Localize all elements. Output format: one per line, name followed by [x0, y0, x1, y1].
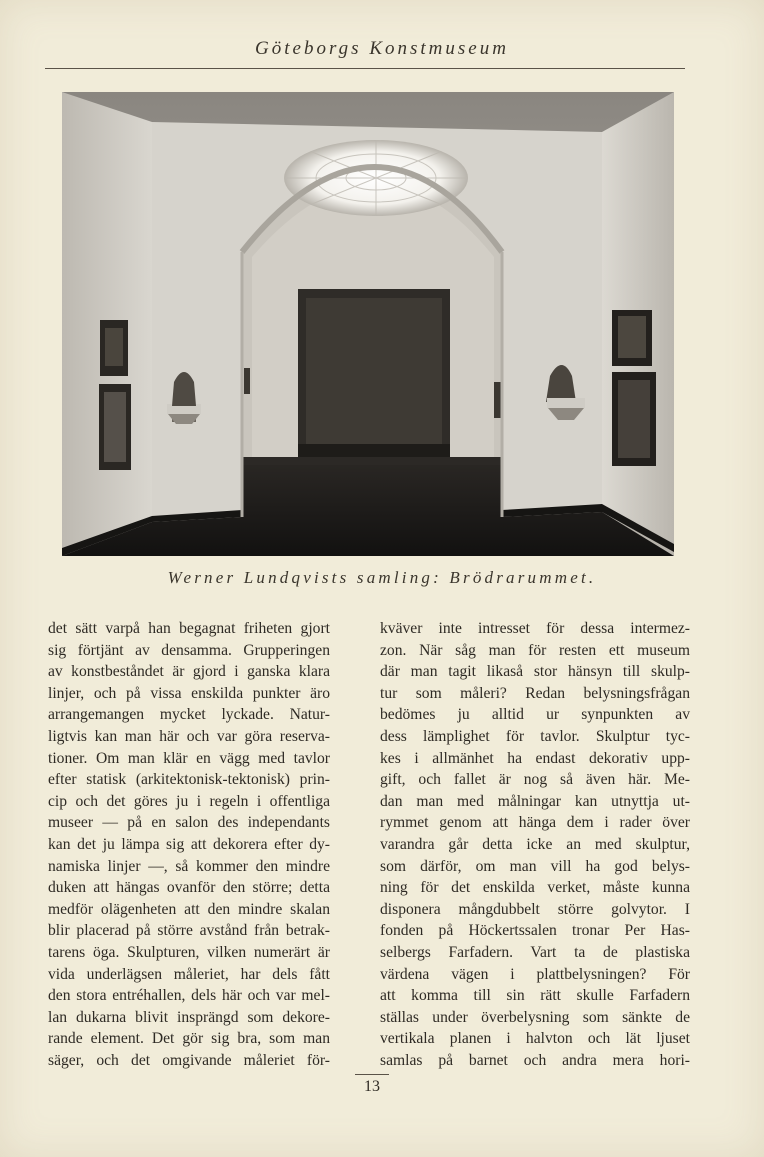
text-line: det sätt varpå han begagnat friheten gjort — [48, 620, 330, 637]
text-line: disponera mångdubbelt större golvytor. I — [380, 900, 690, 918]
text-column-right — [380, 618, 690, 1071]
text-line: medför olägenheten att den mindre skalan — [48, 900, 330, 918]
text-line: namiska linjer —, så kommer den mindre — [48, 857, 330, 875]
text-line: att komma till sin rätt skulle Farfadern — [380, 987, 690, 1005]
text-line: av konstbeståndet är gjord i ganska klara — [48, 663, 330, 681]
text-line: rande element. Det gör sig bra, som man — [48, 1030, 330, 1048]
text-line: lan dukarna blivit insprängd som dekore- — [48, 1008, 330, 1026]
text-line: rymmet genom att hänga dem i rader över — [380, 814, 690, 832]
text-line: cip och det göres ju i regeln i offentliga — [48, 792, 330, 810]
text-line: fonden på Höckertssalen tronar Per Has- — [380, 922, 690, 940]
text-line: säger, och det omgivande måleriet för- — [48, 1051, 330, 1069]
text-line: ning för det enskilda verket, måste kunna — [380, 879, 690, 897]
text-line: duken att hängas ovanför den större; detta — [48, 879, 330, 897]
text-line: varandra går detta icke an med skulptur, — [380, 835, 690, 853]
page-number: 13 — [364, 1078, 380, 1095]
text-line: kan det ju lämpa sig att dekorera efter dy- — [48, 835, 330, 853]
text-line: tur som måleri? Redan belysningsfrågan — [380, 684, 690, 702]
running-head: Göteborgs Konstmuseum — [255, 38, 509, 59]
text-line: ställas under överbelysning som sänkte de — [380, 1008, 690, 1026]
text-line: dan man med målningar kan utnyttja ut- — [380, 792, 690, 810]
photo-caption: Werner Lundqvists samling: Brödrarummet. — [167, 568, 597, 587]
text-line: tioner. Om man klär en vägg med tavlor — [48, 749, 330, 767]
text-line: zon. När såg man för resten ett museum — [380, 641, 690, 659]
text-line: arrangemangen mycket lyckade. Natur- — [48, 706, 330, 724]
text-line: blir placerad på större avstånd från betrak- — [48, 922, 330, 940]
text-line: gift, och fallet är nog så även här. Me- — [380, 771, 690, 789]
text-line: sig förtjänt av densamma. Grupperingen — [48, 641, 330, 659]
text-line: linjer, och på vissa enskilda punkter äro — [48, 684, 330, 702]
text-line: den stora entréhallen, dels här och var mel- — [48, 987, 330, 1005]
text-line: vertikala planen i halvton och lät ljuset — [380, 1030, 690, 1048]
text-line: tarens öga. Skulpturen, vilken numerärt är — [48, 943, 330, 961]
text-line: som därför, om man vill ha god belys- — [380, 857, 690, 875]
text-line: bedömes ju alltid ur synpunkten av — [380, 706, 690, 724]
text-line: kväver inte intresset för dessa intermez- — [380, 620, 690, 637]
folio-rule — [355, 1074, 389, 1075]
text-line: ligtvis kan man här och var göra reserva- — [48, 727, 330, 745]
text-line: vida underlägsen måleriet, har dels fått — [48, 965, 330, 983]
header-rule — [45, 68, 685, 69]
text-line: selbergs Farfadern. Vart ta de plastiska — [380, 943, 690, 961]
text-line: kes i allmänhet ha endast dekorativ upp- — [380, 749, 690, 767]
text-line: museer — på en salon des independants — [48, 814, 330, 832]
text-line: efter statisk (arkitektonisk-tektonisk) prin- — [48, 771, 330, 789]
text-column-left — [48, 618, 330, 1071]
text-line: värdena vägen i plattbelysningen? För — [380, 965, 690, 983]
gallery-room-photo — [62, 92, 674, 556]
text-line: där man tagit likaså stor hänsyn till skulp- — [380, 663, 690, 681]
text-line: dess lämplighet för tavlor. Skulptur tyc- — [380, 727, 690, 745]
text-line: samlas på barnet och andra mera hori- — [380, 1051, 690, 1069]
